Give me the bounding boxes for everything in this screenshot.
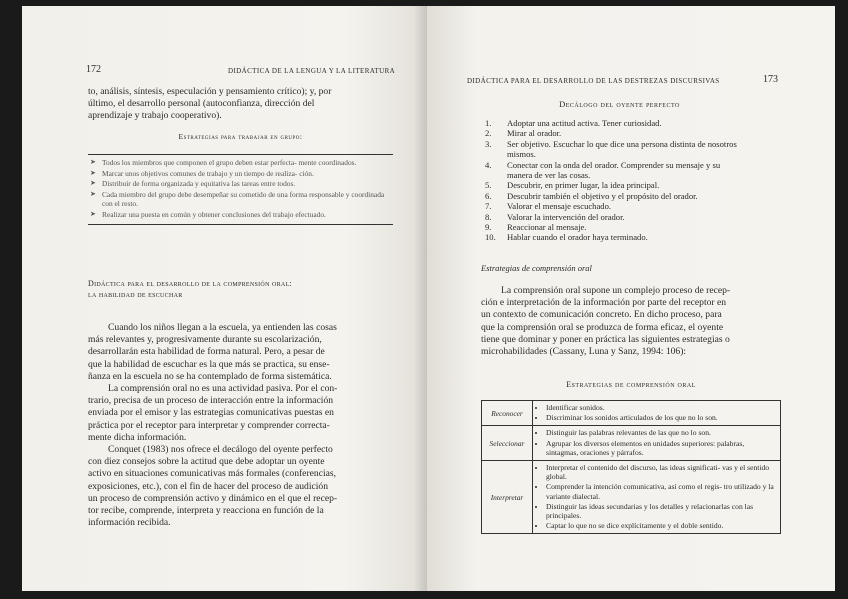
- item-text: Valorar la intervención del orador.: [507, 211, 625, 222]
- item-text: Conectar con la onda del orador. Comprender su mensaje y su: [507, 159, 721, 170]
- box-item: ➤ Realizar una puesta en común y obtener conclusiones del trabajo efectuado.: [88, 210, 393, 220]
- box-item: ➤ Distribuir de forma organizada y equitativa las tareas entre todos.: [88, 179, 393, 189]
- text-line: exposiciones, etc.), con el fin de hacer del proceso de audición: [88, 480, 329, 492]
- intro-paragraph: [88, 86, 393, 123]
- text-line: activo en situaciones comunicativas más formales (conferencias,: [88, 468, 337, 480]
- table-row: [482, 461, 781, 534]
- text-line: tiene que dominar y poner en práctica las siguientes estrategias o: [481, 333, 730, 345]
- decalogo-item: [485, 149, 785, 159]
- item-text: Descubrir, en primer lugar, la idea principal.: [507, 180, 660, 191]
- text-line: tor recibe, comprende, interpreta y reacciona en función de la: [88, 505, 324, 517]
- item-text: Ser objetivo. Escuchar lo que dice una persona distinta de nosotros: [507, 138, 737, 149]
- list-item: • Interpretar el contenido del discurso, las ideas significati- vas y el sentido global.: [546, 463, 777, 481]
- body-text: [88, 322, 393, 529]
- item-text: Mirar al orador.: [507, 128, 562, 139]
- table-row: [482, 401, 781, 426]
- text-line: con diez consejos sobre la actitud que debe adoptar un oyente: [88, 456, 325, 468]
- running-head: DIDÁCTICA PARA EL DESARROLLO DE LAS DESTREZAS DISCURSIVAS: [467, 77, 720, 85]
- text-line: más relevantes y, progresivamente durante su escolarización,: [88, 334, 322, 346]
- item-number: [485, 170, 507, 180]
- row-items: [533, 461, 781, 534]
- text-line: La comprensión oral no es una actividad pasiva. Por el con-: [108, 383, 338, 395]
- list-item: • Captar lo que no se dice explícitamente y el doble sentido.: [546, 521, 777, 530]
- item-text: Valorar el mensaje escuchado.: [507, 201, 612, 212]
- decalogo-item: [485, 222, 785, 232]
- item-number: 3.: [485, 138, 492, 149]
- body-text: [481, 285, 781, 358]
- text-line: un contexto de comunicación concreto. En dicho proceso, para: [481, 309, 722, 321]
- list-item: • Distinguir las palabras relevantes de las que no lo son.: [546, 428, 777, 437]
- text-line: Cuando los niños llegan a la escuela, ya entienden las cosas: [108, 322, 337, 333]
- text-line: práctica por el receptor para interpretar y comprender correcta-: [88, 419, 330, 431]
- page-number: 172: [86, 64, 101, 75]
- item-number: 5.: [485, 180, 492, 191]
- item-text: Hablar cuando el orador haya terminado.: [507, 232, 648, 243]
- decalogo-item: [485, 139, 785, 149]
- text-line: ñanza en la escuela no se ha contemplado de forma sistemática.: [88, 370, 332, 382]
- item-text: Reaccionar al mensaje.: [507, 222, 587, 233]
- item-number: 2.: [485, 128, 492, 139]
- running-head: DIDÁCTICA DE LA LENGUA Y LA LITERATURA: [228, 67, 396, 75]
- text-line: Conquet (1983) nos ofrece el decálogo del oyente perfecto: [108, 444, 333, 456]
- right-page: [427, 6, 835, 591]
- decalogo-title: Decálogo del oyente perfecto: [559, 99, 680, 109]
- text-line: último, el desarrollo personal (autoconfianza, dirección del: [88, 98, 315, 110]
- item-text: manera de ver las cosas.: [507, 170, 591, 181]
- decalogo-item: [485, 191, 785, 201]
- strategies-box: [88, 154, 393, 225]
- strategies-table: [481, 400, 781, 534]
- table-row: [482, 426, 781, 461]
- list-item: • Discriminar los sonidos articulados de los que no lo son.: [546, 413, 777, 422]
- item-number: 7.: [485, 201, 492, 212]
- item-text: Adoptar una actitud activa. Tener curiosidad.: [507, 118, 662, 128]
- item-number: [485, 149, 507, 159]
- item-text: Descubrir también el objetivo y el propósito del orador.: [507, 190, 698, 201]
- section-title-line-1: Didáctica para el desarrollo de la comprensión oral:: [88, 279, 293, 288]
- text-line: que la habilidad de escuchar es la que más se practica, su ense-: [88, 358, 330, 370]
- text-line: que la comprensión oral se produzca de forma eficaz, el oyente: [481, 321, 724, 333]
- decalogo-item: [485, 180, 785, 190]
- row-items: [533, 401, 781, 426]
- text-line: trario, precisa de un proceso de interacción entre la información: [88, 395, 334, 407]
- text-line: La comprensión oral supone un complejo proceso de recep-: [501, 285, 731, 296]
- list-item: • Comprender la intención comunicativa, así como el regis- tro utilizado y la variante dialectal.: [546, 482, 777, 500]
- subsection-title: Estrategias de comprensión oral: [481, 263, 592, 273]
- left-page: [22, 6, 427, 591]
- row-label: Seleccionar: [482, 426, 533, 461]
- decalogo-item: [485, 170, 785, 180]
- decalogo-item: [485, 201, 785, 211]
- item-text: mismos.: [507, 149, 536, 160]
- item-number: 10.: [485, 232, 496, 243]
- list-item: • Agrupar los diversos elementos en unidades superiores: palabras, sintagmas, oraciones y párrafos.: [546, 439, 777, 457]
- decalogo-item: [485, 212, 785, 222]
- item-number: 1.: [485, 118, 492, 128]
- box-item: ➤ Cada miembro del grupo debe desempeñar su cometido de una forma responsable y coordinada con el resto.: [88, 190, 393, 209]
- text-line: microhabilidades (Cassany, Luna y Sanz, 1994: 106):: [481, 346, 687, 358]
- table-title: Estrategias de comprensión oral: [566, 380, 696, 389]
- text-line: desarrollarán esta habilidad de forma natural. Pero, a pesar de: [88, 346, 325, 358]
- decalogo-item: [485, 160, 785, 170]
- decalogo-item: [485, 128, 785, 138]
- item-number: 4.: [485, 159, 492, 170]
- decalogo-list: [485, 118, 785, 243]
- page-number: 173: [763, 74, 778, 85]
- text-line: to, análisis, síntesis, especulación y pensamiento crítico); y, por: [88, 86, 332, 97]
- decalogo-item: [485, 118, 785, 128]
- list-item: • Distinguir las ideas secundarias y los detalles y relacionarlas con las principales.: [546, 502, 777, 520]
- item-number: 9.: [485, 222, 492, 233]
- box-item: ➤ Todos los miembros que componen el grupo deben estar perfecta- mente coordinados.: [88, 158, 393, 168]
- box-item: ➤ Marcar unos objetivos comunes de trabajo y un tiempo de realiza- ción.: [88, 169, 393, 179]
- section-title-line-2: la habilidad de escuchar: [88, 290, 183, 299]
- row-label: Interpretar: [482, 461, 533, 534]
- decalogo-item: [485, 232, 785, 242]
- text-line: información recibida.: [88, 517, 171, 529]
- section-title: [88, 278, 393, 300]
- text-line: enviada por el emisor y las estrategias comunicativas puestas en: [88, 407, 334, 419]
- row-items: [533, 426, 781, 461]
- list-item: • Identificar sonidos.: [546, 403, 777, 412]
- text-line: aprendizaje y trabajo cooperativo).: [88, 110, 222, 122]
- item-number: 8.: [485, 211, 492, 222]
- row-label: Reconocer: [482, 401, 533, 426]
- text-line: un proceso de comprensión activo y dinámico en el que el recep-: [88, 492, 338, 504]
- item-number: 6.: [485, 190, 492, 201]
- box-title: Estrategias para trabajar en grupo:: [178, 132, 303, 141]
- text-line: mente dicha información.: [88, 431, 187, 443]
- text-line: ción e interpretación de la información por parte del receptor en: [481, 297, 727, 309]
